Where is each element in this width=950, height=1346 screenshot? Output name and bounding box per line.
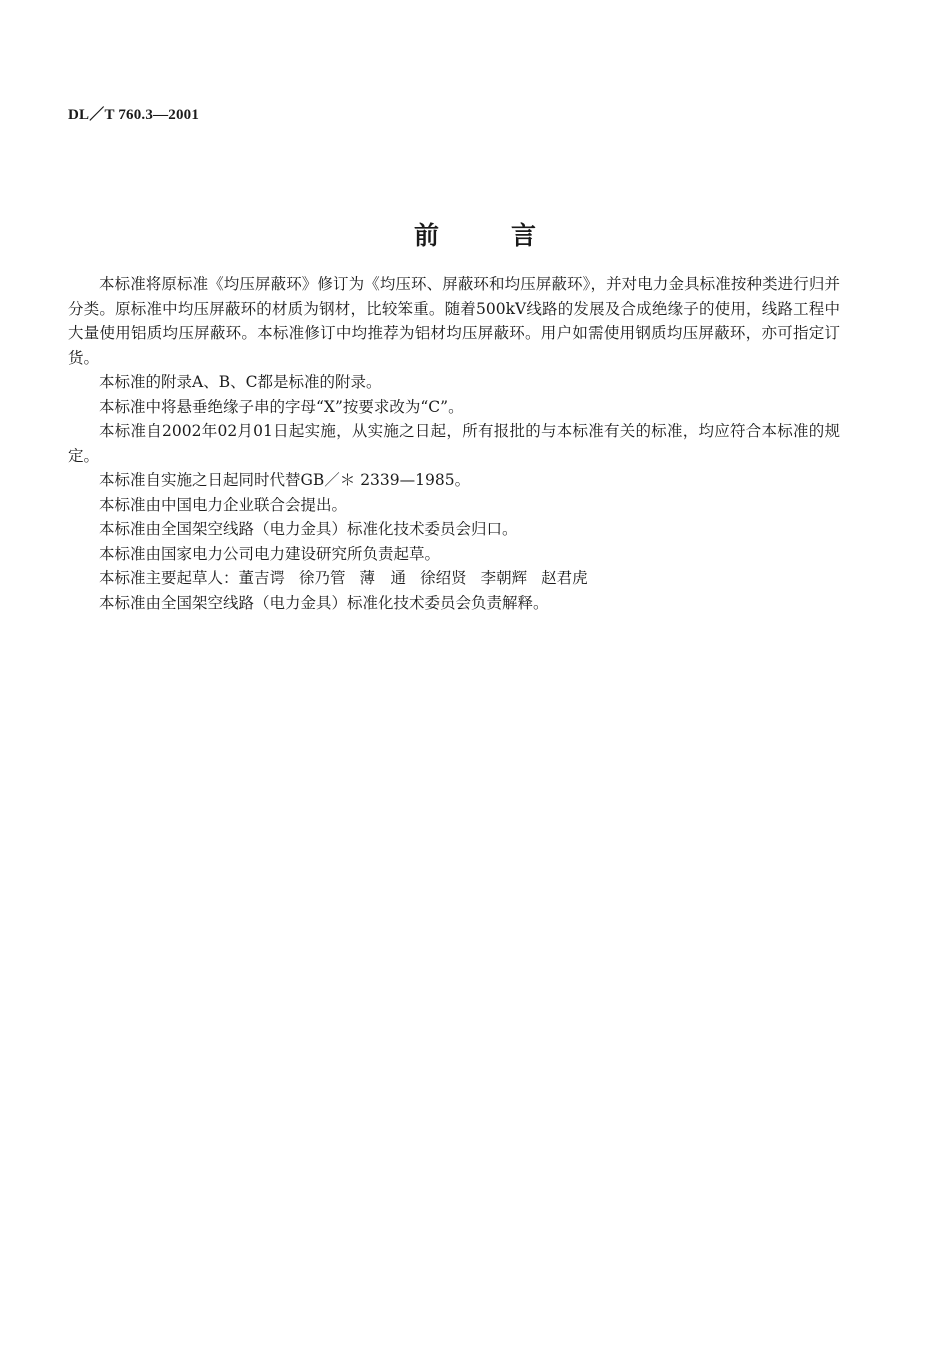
drafter-name: 薄 通 xyxy=(359,569,407,587)
paragraph-letter-change: 本标准中将悬垂绝缘子串的字母“X”按要求改为“C”。 xyxy=(99,397,464,416)
paragraph-drafted-by: 本标准由国家电力公司电力建设研究所负责起草。 xyxy=(99,544,441,563)
paragraph-replaces: 本标准自实施之日起同时代替GB／＊ 2339—1985。 xyxy=(99,471,471,489)
drafter-name: 赵君虎 xyxy=(541,569,588,587)
paragraph-interpretation: 本标准由全国架空线路（电力金具）标准化技术委员会负责解释。 xyxy=(99,593,549,612)
paragraph-appendix: 本标准的附录A、B、C都是标准的附录。 xyxy=(99,373,382,391)
drafter-name: 徐乃管 xyxy=(299,569,346,587)
paragraph-proposed-by: 本标准由中国电力企业联合会提出。 xyxy=(99,495,348,514)
drafter-name: 徐绍贤 xyxy=(420,569,467,587)
page-title: 前言 xyxy=(413,221,608,250)
document-body xyxy=(68,272,840,615)
paragraph-centralized-by: 本标准由全国架空线路（电力金具）标准化技术委员会归口。 xyxy=(99,520,518,538)
paragraph-revision: 本标准将原标准《均压屏蔽环》修订为《均压环、屏蔽环和均压屏蔽环》，并对电力金具标准按种类进行归并分类。原标准中均压屏蔽环的材质为钢材，比较笨重。随着500kV线路的发展及合成绝缘子的使用，线路工程中大量使用铝质均压屏蔽环。本标准修订中均推荐为铝材均压屏蔽环。用户如需使用钢质均压屏蔽环，亦可指定订货。 xyxy=(68,275,840,367)
drafters-label: 本标准主要起草人： xyxy=(99,569,239,587)
paragraph-effective-date: 本标准自2002年02月01日起实施，从实施之日起，所有报批的与本标准有关的标准，均应符合本标准的规定。 xyxy=(68,422,840,465)
drafter-name: 董吉谔 xyxy=(238,569,286,587)
drafter-name: 李朝辉 xyxy=(480,569,528,587)
paragraph-drafters xyxy=(68,566,840,591)
standard-number: DL／T 760.3—2001 xyxy=(68,107,200,123)
